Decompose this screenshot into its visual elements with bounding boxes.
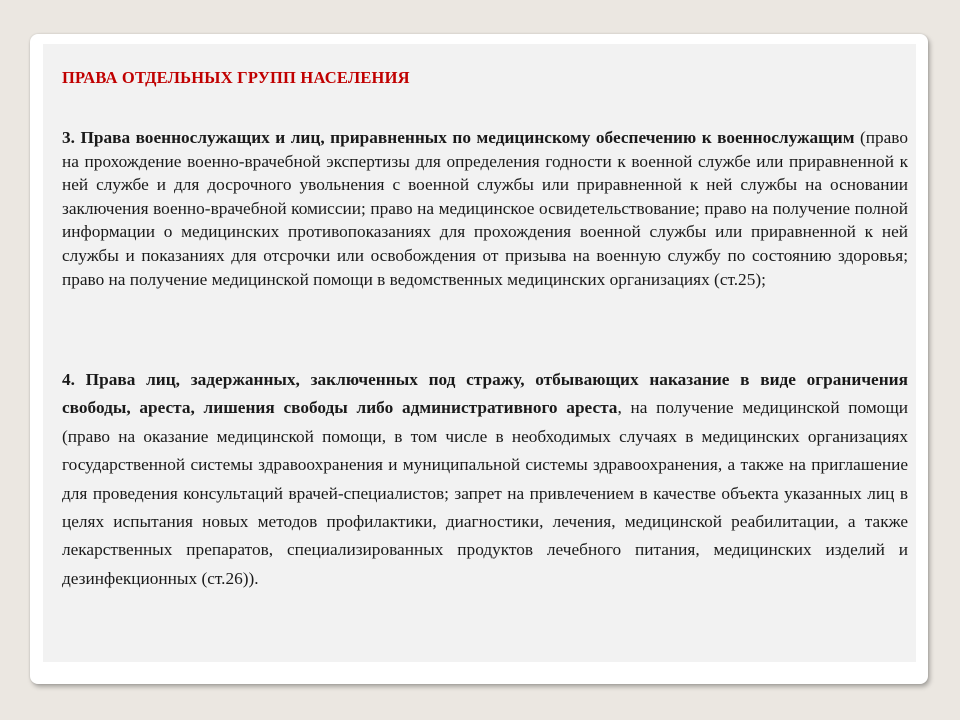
paragraph-detained-rights-body: , на получение медицинской помощи (право на оказание медицинской помощи, в том числе в необходимых случаях в медицинских организациях государственной системы здравоохранения и муниципальной системы здравоохранения, а также на приглашение для проведения консультаций врачей-специалистов; запрет на привлечением в качестве объекта указанных лиц в целях испытания новых методов профилактики, диагностики, лечения, медицинской реабилитации, а также лекарственных препаратов, специализированных продуктов лечебного питания, медицинских изделий и дезинфекционных (ст.26)). bbox=[62, 398, 908, 588]
paragraph-military-rights-heading: 3. Права военнослужащих и лиц, приравненных по медицинскому обеспечению к военнослужащим bbox=[62, 128, 855, 147]
slide-title: ПРАВА ОТДЕЛЬНЫХ ГРУПП НАСЕЛЕНИЯ bbox=[62, 68, 410, 87]
paragraph-detained-rights bbox=[62, 366, 908, 593]
paragraph-detained-rights-heading: 4. Права лиц, задержанных, заключенных под стражу, отбывающих наказание в виде ограничения свободы, ареста, лишения свободы либо административного ареста bbox=[62, 370, 908, 418]
paragraph-military-rights bbox=[62, 126, 908, 291]
paragraph-military-rights-body: (право на прохождение военно-врачебной экспертизы для определения годности к военной службе или приравненной к ней службе и для досрочного увольнения с военной службы или приравненной к ней службы на основании заключения военно-врачебной комиссии; право на медицинское освидетельствование; право на получение полной информации о медицинских противопоказаниях для прохождения военной службы или приравненной к ней службы и показаниях для отсрочки или освобождения от призыва на военную службу по состоянию здоровья; право на получение медицинской помощи в ведомственных медицинских организациях (ст.25); bbox=[62, 128, 908, 289]
